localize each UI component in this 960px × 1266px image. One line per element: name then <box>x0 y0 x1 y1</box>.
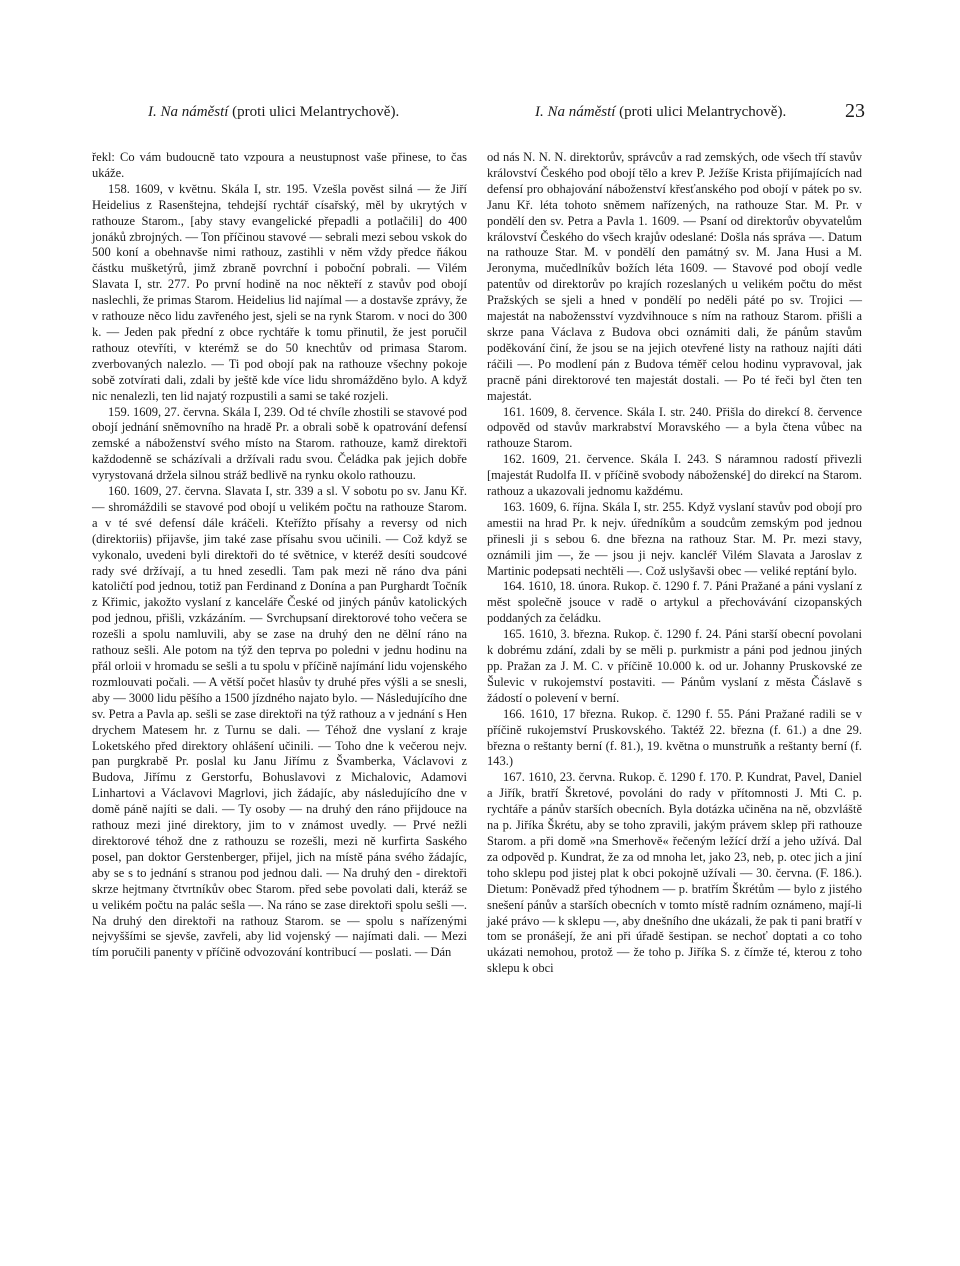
right-running-head-rest: (proti ulici Melantrychově). <box>615 104 787 120</box>
paragraph: 162. 1609, 21. července. Skála I. 243. S náramnou radostí přivezli [majestát Rudolfa II. v příčině svobody náboženské] do direkcí na Starom. rathouz a ukazovali jednomu každému. <box>487 452 862 499</box>
paragraph: 165. 1610, 3. března. Rukop. č. 1290 f. 24. Páni starší obecní povolani k dobrému zdání, zdali by se měli p. purkmistr a páni pod jednou jiných pp. Pražan za J. M. C. v příčině 10.000 k. od ur. Johanny Pruskovské ze Šulevic v rukojemství postaviti. — Pánům vyslaní z města Čáslavě s žádostí o polevení v berní. <box>487 627 862 705</box>
left-running-head <box>148 104 399 121</box>
right-column <box>487 150 862 977</box>
paragraph: 159. 1609, 27. června. Skála I, 239. Od té chvíle zhostili se stavové pod obojí jednání sněmovního na hradě Pr. a obrali sobě k opatrování defensí zemské a náboženství svého místo na Starom. rathouze, kamž direktoři každodenně se scházívali a držívali radu svou. Čeládka pak jejich dobře vyrystovaná držela silnou stráž bedlivě na rynku okolo rathouzu. <box>92 404 467 483</box>
paragraph: řekl: Co vám budoucně tato vzpoura a neustupnost vaše přinese, to čas ukáže. <box>92 150 467 180</box>
paragraph: 163. 1609, 6. října. Skála I, str. 255. Když vyslaní stavův pod obojí pro amestii na hrad Pr. k nejv. úředníkům a soudcům zemským pod jednou přinesli ji s sebou 6. dne března na rathouz Star. M. Pr. mezi stavy, oznámili jim —, že — jsou ji nejv. kancléř Vilém Slavata a Jaroslav z Martinic podepsati nechtěli —. Což uslyšavši obec — veliké reptání bylo. <box>487 499 862 578</box>
paragraph: 167. 1610, 23. června. Rukop. č. 1290 f. 170. P. Kundrat, Pavel, Daniel a Jiřík, bratří Škretové, povoláni do rady v přítomnosti J. Mti C. p. rychtáře a pánův starších obecních. Byla dotázka učiněna na ně, obzvláště na p. Jiříka Škrétu, aby se toho zpravili, jakým právem sklep při rathouze Starom. a při domě »na Smerhově« řečeným ležící drží a jeho užívá. Dal za odpověd p. Kundrat, že za od mnoha let, jako 23, neb, p. otec jich a jiní toho sklepu pod jistej plat k obci pokojně užívali — 30. června. (F. 186.). Dietum: Poněvadž před týhodnem — p. bratřím Škrétům — bylo z jistého snešení pánův a starších obecních v tomto místě radním oznámeno, mají-li jaké právo — k sklepu —, aby dnešního dne ukázali, že pak ti pani bratří v tom se pronášejí, že ani při úřadě šestipan. se nechoť doptati a co toho ukázati nemohou, protož — že toho p. Jiříka S. z čímže té, kterou z toho sklepu k obci <box>487 770 862 976</box>
right-running-head-title: I. Na náměstí <box>535 104 616 120</box>
left-column <box>92 150 467 961</box>
right-running-head <box>535 104 786 121</box>
page-number: 23 <box>845 100 865 122</box>
paragraph: od nás N. N. N. direktorův, správcův a rad zemských, ode všech tří stavův království Českého pod obojí tělo a krev P. Ježíše Krista přijímajících nad defensí pro obhajování náboženství křesťanského pod obojí v pátek po sv. Janu Kř. léta tohoto sněmem nařízených, na rathouze Star. M. Pr. v pondělí den sv. Petra a Pavla 1. 1609. — Psaní od direktorův obyvatelům království Českého do všech krajův odeslané: Došla nás správa —. Datum na rathouze Star. M. v pondělí den památný sv. M. Jana Husi a M. Jeronyma, mučedlníkův božích léta 1609. — Stavové pod obojí vedle patentův od direktorův po krajích rozeslaných u velikém počtu do měst Pražských se sjeli a hned v pondělí po neděli páté po sv. Trojici — majestát na nabožensství vyzdvihnouce s ním na rathouz Starom. přišli a skrze pana Václava z Budova obci oznámiti dali, že pánům stavům poděkování činí, že jsou se na jejich otevřené listy na rathouz najíti dáti ráčili —. Po modlení pán z Budova téměř celou hodinu vypravoval, jak pracně páni direktorové ten majestát dostali. — Po té řeči byl čten ten majestát. <box>487 150 862 403</box>
left-running-head-title: I. Na náměstí <box>148 104 229 120</box>
left-running-head-rest: (proti ulici Melantrychově). <box>228 104 400 120</box>
paragraph: 166. 1610, 17 března. Rukop. č. 1290 f. 55. Páni Pražané radili se v příčině rukojemství Pruskovského. Taktéž 22. března (f. 61.) a dne 29. března o reštanty berní (f. 81.), 19. května o munstruňk a reštanty berní (f. 143.) <box>487 706 862 769</box>
paragraph: 160. 1609, 27. června. Slavata I, str. 339 a sl. V sobotu po sv. Janu Kř. — shromáždili se stavové pod obojí u velikém počtu na rathouze Starom. a v té své defensí dále kráčeli. Kteřížto přísahy a reversy od nich (direktoriis) přijavše, jim také zase přísahu svou učinili. — Což když se vykonalo, uvedeni byli direktoři do té světnice, v kteréž desíti soudcové rady své držívají, a tu hned zesedli. Tam pak mezi ně ráno dva páni katoličtí pod jednou, totiž pan Ferdinand z Donína a pan Purghardt Točník z Křimic, jakožto vyslaní z kanceláře České od jiných pánův katolických pod jednou, přišli, vzkázáním. — Svrchupsaní direktorové toho večera se rozešli a spolu namluvili, aby se zase na druhý den ne dělní ráno na rathouz sešli. Ale potom na týž den teprva po poledni v jednu hodinu na přál orloii v hromadu se sešli a tu spolu v příčině najímání lidu vojenského rozmlouvati počali. — A větší počet hlasův ty druhé přes výšli a se snesli, aby — 3000 lidu pěšího a 1500 jízdného najato bylo. — Následujícího dne sv. Petra a Pavla ap. sešli se zase direktoři na týž rathouz a v jednání s Hen drychem Matesem hr. z Turnu se dali. — Téhož dne vyslaní z kraje Loketského před direktory ohlášení učinili. — Toho dne k večerou nejv. pan purgkrabě Pr. poslal ku Janu Jiřímu z Švamberka, Václavovi z Budova, Jiřímu z Gerstorfu, Bohuslavovi z Michalovic, Adamovi Linhartovi a Václavovi Magrlovi, jich žádajíc, aby následujícího dne v domě páně najíti se dali. — Ty osoby — na druhý den ráno přijdouce na rathouz mezi jiné direktory, jim to v známost uvedly. — Prvé nežli direktorové téhož dne z rathouzu se rozešli, mezi ně kurfirta Saského posel, pan doktor Gerstenberger, přijel, jich na místě pána svého žádajíc, aby se s to jednání s stranou pod jednou dali. — Na druhý den - direktoři skrze hejtmany čtvrtníkův obec Starom. před sebe povolati dali, kteráž se u velikém počtu na palác sešla —. Na ráno se zase direktoři spolu sešli —. Na druhý den direktoři na rathouz Starom. se — spolu s nařízenými nejvyššími se sjevše, zavřeli, aby lid vojenský — najímati dali. — Mezi tím poručili panenty v příčině odvozování kontribucí — poslati. — Dán <box>92 484 467 960</box>
paragraph: 161. 1609, 8. července. Skála I. str. 240. Přišla do direkcí 8. července odpověd od stavův markrabství Moravského — a byla čtena vůbec na rathouze Starom. <box>487 404 862 451</box>
paragraph: 158. 1609, v květnu. Skála I, str. 195. Vzešla pověst silná — že Jiří Heidelius z Rasenštejna, tehdejší rychtář císařský, měl by ukrytých v rathouze Starom., [aby stavy evangelické přepadli a potlačili] do 400 jonáků zbrojných. — Ton příčinou stavové — sebrali mezi sebou vskok do 500 koní a obehnavše nimi rathouz, zastihli v něm vždy předce ňákou částku mušketýrů, jimž zbraně povrchní i poboční pobrali. — Vilém Slavata I, str. 277. Po první hodině na noc někteří z stavův pod obojí naslechli, že primas Starom. Heidelius lid najímal — a dostavše zprávy, že v rathouze něco lidu zavřeného jest, sjeli se na rynk Starom. v noci do 300 k. — Jeden pak přední z obce rychtáře k tomu přinutil, že jest poručil rathouz otevříti, v kterémž se do 50 knechtův od primasa Starom. zverbovaných nalezlo. — Ti pod obojí pak na rathouze všechny pokoje sobě zotvírati dali, zdali by ještě kde více lidu shromážděno bylo. A když nic nenalezli, ten lid najatý rozpustili a sami se také rozjeli. <box>92 181 467 403</box>
paragraph: 164. 1610, 18. února. Rukop. č. 1290 f. 7. Páni Pražané a páni vyslaní z měst společně jsouce v radě o artykul a přechovávání cizopanských poddaných za čeládku. <box>487 579 862 626</box>
